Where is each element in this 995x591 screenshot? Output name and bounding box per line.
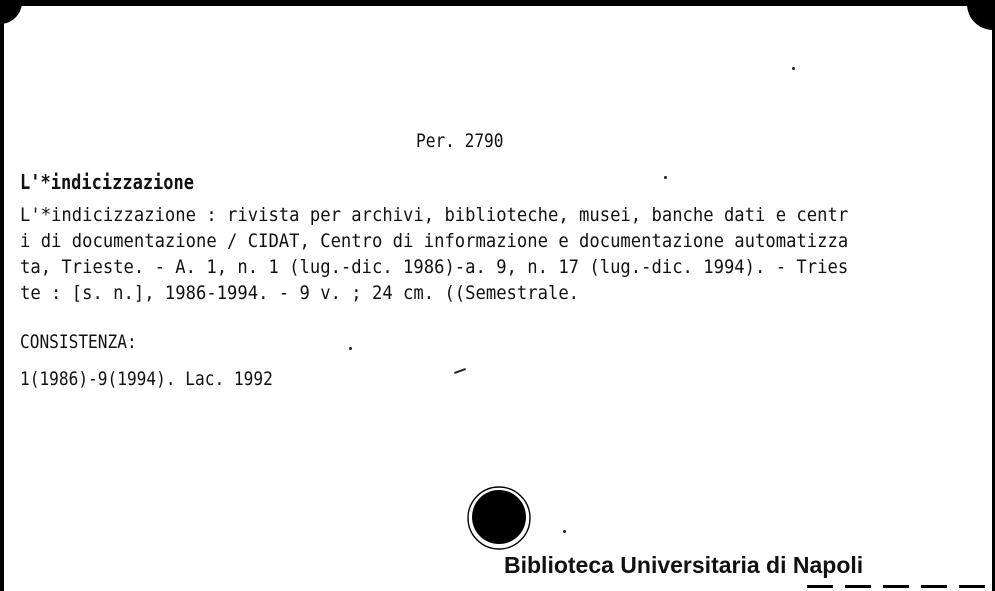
card-top-edge bbox=[0, 0, 995, 6]
description-line: L'*indicizzazione : rivista per archivi, biblioteche, musei, banche dati e centr bbox=[20, 204, 849, 226]
card-left-edge bbox=[0, 0, 4, 591]
description-line: ta, Trieste. - A. 1, n. 1 (lug.-dic. 1986)-a. 9, n. 17 (lug.-dic. 1994). - Tries bbox=[20, 256, 849, 278]
speck bbox=[563, 530, 566, 533]
library-stamp: Biblioteca Universitaria di Napoli bbox=[504, 552, 864, 578]
record-description bbox=[20, 202, 848, 306]
holdings-value: 1(1986)-9(1994). Lac. 1992 bbox=[20, 368, 273, 390]
card-bottom-edge bbox=[807, 585, 987, 588]
holdings-label: CONSISTENZA: bbox=[20, 331, 137, 353]
record-heading: L'*indicizzazione bbox=[20, 170, 194, 194]
description-line: i di documentazione / CIDAT, Centro di informazione e documentazione automatizza bbox=[20, 230, 849, 252]
shelfmark: Per. 2790 bbox=[416, 130, 504, 152]
speck bbox=[792, 67, 795, 70]
card-corner-top-left bbox=[0, 0, 22, 24]
speck bbox=[454, 368, 466, 374]
speck bbox=[664, 176, 667, 179]
library-seal-icon bbox=[466, 485, 532, 551]
card-corner-top-right bbox=[967, 0, 995, 30]
description-line: te : [s. n.], 1986-1994. - 9 v. ; 24 cm. ((Semestrale. bbox=[20, 282, 580, 304]
speck bbox=[349, 347, 352, 350]
